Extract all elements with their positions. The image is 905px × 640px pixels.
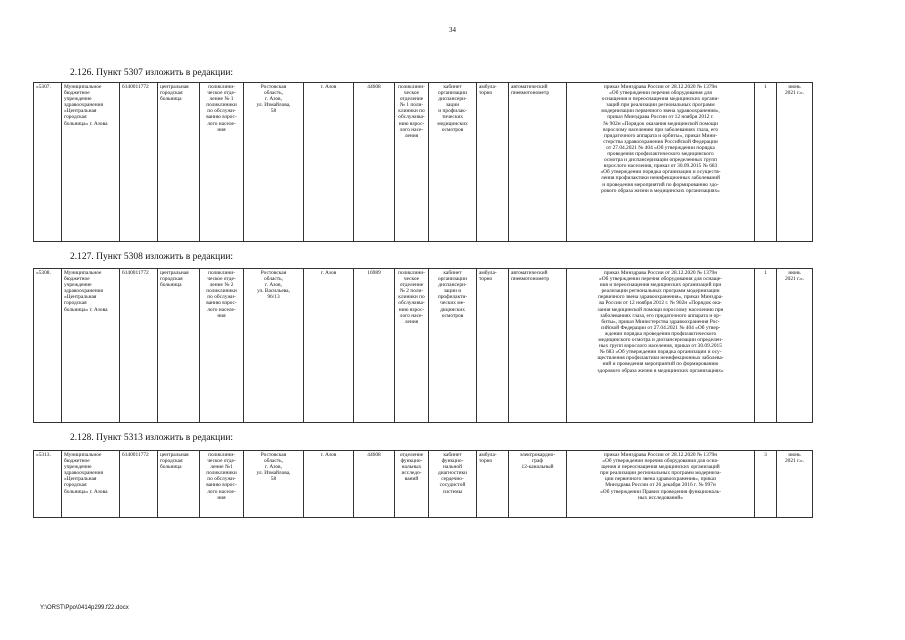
- cell-department: поликлини- ческое отделение № 1 поли- клиники по обслужива- нию взрос- лого насе- ления: [395, 83, 429, 242]
- cell-device: автоматический пневмотонометр: [509, 83, 567, 242]
- cell-quantity: 3: [755, 451, 777, 518]
- cell-inn: 6140011772: [120, 269, 158, 423]
- cell-inn: 6140011772: [120, 83, 158, 242]
- cell-room: кабинет организации диспансери- зации и профилакти- ческих ме- дицинских осмотров: [429, 269, 477, 423]
- table-row: [34, 83, 813, 242]
- cell-date: июнь 2021 г.».: [777, 83, 813, 242]
- cell-number: «5307.: [34, 83, 62, 242]
- cell-department: поликлини- ческое отделение № 2 поли- клиники по обслужива- нию взрос- лого насе- ления: [395, 269, 429, 423]
- cell-mode: амбула- торно: [477, 451, 509, 518]
- cell-device: автоматический пневмотонометр: [509, 269, 567, 423]
- cell-address: Ростовская область, г. Азов, ул. Васильева, 96/13: [244, 269, 304, 423]
- cell-room: кабинет организации диспансери- зации и профилак- тических медицинских осмотров: [429, 83, 477, 242]
- cell-organization: Муниципальное бюджетное учреждение здравоохранения «Центральная городская больница» г. Азова: [62, 269, 120, 423]
- section-heading: 2.128. Пункт 5313 изложить в редакции:: [70, 433, 234, 443]
- cell-quantity: 1: [755, 83, 777, 242]
- cell-division: поликлини- ческое отде- ление № 1 поликлиники по обслужи- ванию взрос- лого населе- ния: [200, 83, 244, 242]
- cell-code: 44608: [354, 83, 395, 242]
- table-row: [34, 269, 813, 423]
- cell-mode: амбула- торно: [477, 269, 509, 423]
- cell-date: июнь 2021 г.».: [777, 451, 813, 518]
- footer-file-path: Y:\ORST\Ppo\0414p299.f22.docx: [40, 605, 129, 611]
- cell-city: г. Азов: [304, 83, 354, 242]
- entry-table: [33, 82, 813, 242]
- cell-basis: приказ Минздрава России от 28.12.2020 № 1379н «Об утверждении перечня оборудования для оснащения и переоснащения медицинских органи- заций при реализации региональных программ модернизации первичного звена здравоохранения», приказ Минздрава России от 12 ноября 2012 г. № 902н «Порядок оказания медицинской помощи взрослому населению при заболеваниях глаза, его придаточного аппарата и орбиты», приказ Мини- стерства здравоохранения Российской Федерации от 27.04.2021 № 404 «Об утверждении порядка проведения профилактического медицинского осмотра и диспансеризации определенных групп взрослого населения, приказ от 30.09.2015 № 683 «Об утверждении порядка организации и осуществ- ления профилактики неинфекционных заболеваний и проведения мероприятий по формированию здо- рового образа жизни в медицинских организациях»: [567, 83, 755, 242]
- entry-table: [33, 268, 813, 423]
- cell-number: «5313.: [34, 451, 62, 518]
- cell-organization: Муниципальное бюджетное учреждение здравоохранения «Центральная городская больница» г. Азова: [62, 83, 120, 242]
- cell-department: отделение функцио- нальных исследо- ваний: [395, 451, 429, 518]
- cell-number: «5308.: [34, 269, 62, 423]
- cell-city: г. Азов: [304, 269, 354, 423]
- cell-address: Ростовская область, г. Азов, ул. Измайлова, 58: [244, 83, 304, 242]
- entry-table: [33, 450, 813, 518]
- cell-address: Ростовская область, г. Азов, ул. Измайлова, 58: [244, 451, 304, 518]
- cell-city: г. Азов: [304, 451, 354, 518]
- cell-basis: приказ Минздрава России от 28.12.2020 № 1379н «Об утверждении перечня оборудования для осна- щения и переоснащения медицинских организаций при реализации региональных программ модерниза- ции первичного звена здравоохранения», приказ Минздрава России от 26 декабря 2016 г. № 997н «Об утверждении Правил проведения функциональ- ных исследований»: [567, 451, 755, 518]
- cell-quantity: 1: [755, 269, 777, 423]
- cell-division: поликлини- ческое отде- ление №1 поликлиники по обслужи- ванию взрос- лого населе- ния: [200, 451, 244, 518]
- cell-inn: 6140011772: [120, 451, 158, 518]
- section-heading: 2.126. Пункт 5307 изложить в редакции:: [70, 68, 234, 78]
- cell-code: 16989: [354, 269, 395, 423]
- cell-code: 44608: [354, 451, 395, 518]
- cell-organization: Муниципальное бюджетное учреждение здравоохранения «Центральная городская больница» г. Азова: [62, 451, 120, 518]
- table-row: [34, 451, 813, 518]
- page-number: 34: [449, 26, 456, 34]
- cell-basis: приказ Минздрава России от 28.12.2020 № 1379н «Об утверждении перечня оборудования для оснаще- ния и переоснащения медицинских организаций при реализации региональных программ модернизации первичного звена здравоохранения», приказ Минздра- ва России от 12 ноября 2012 г. № 902н «Порядок ока- зания медицинской помощи взрослому населению при заболеваниях глаза, его придаточного аппарата и ор- биты», приказ Министерства здравоохранения Рос- сийской Федерации от 27.04.2021 № 404 «Об утвер- ждении порядка проведения профилактического медицинского осмотра и диспансеризации определен- ных групп взрослого населения, приказ от 30.09.2015 № 683 «Об утверждении порядка организации и осу- ществления профилактики неинфекционных заболева- ний и проведения мероприятий по формированию здорового образа жизни в медицинских организациях»: [567, 269, 755, 423]
- cell-division: поликлини- ческое отде- ление № 2 поликлиники по обслужи- ванию взрос- лого населе- ния: [200, 269, 244, 423]
- cell-device: электрокардио- граф 12-канальный: [509, 451, 567, 518]
- cell-unit: центральная городская больница: [158, 269, 200, 423]
- cell-unit: центральная городская больница: [158, 451, 200, 518]
- cell-unit: центральная городская больница: [158, 83, 200, 242]
- cell-room: кабинет функцио- нальной диагностики сердечно- сосудистой системы: [429, 451, 477, 518]
- cell-mode: амбула- торно: [477, 83, 509, 242]
- section-heading: 2.127. Пункт 5308 изложить в редакции:: [70, 252, 234, 262]
- cell-date: июнь 2021 г.».: [777, 269, 813, 423]
